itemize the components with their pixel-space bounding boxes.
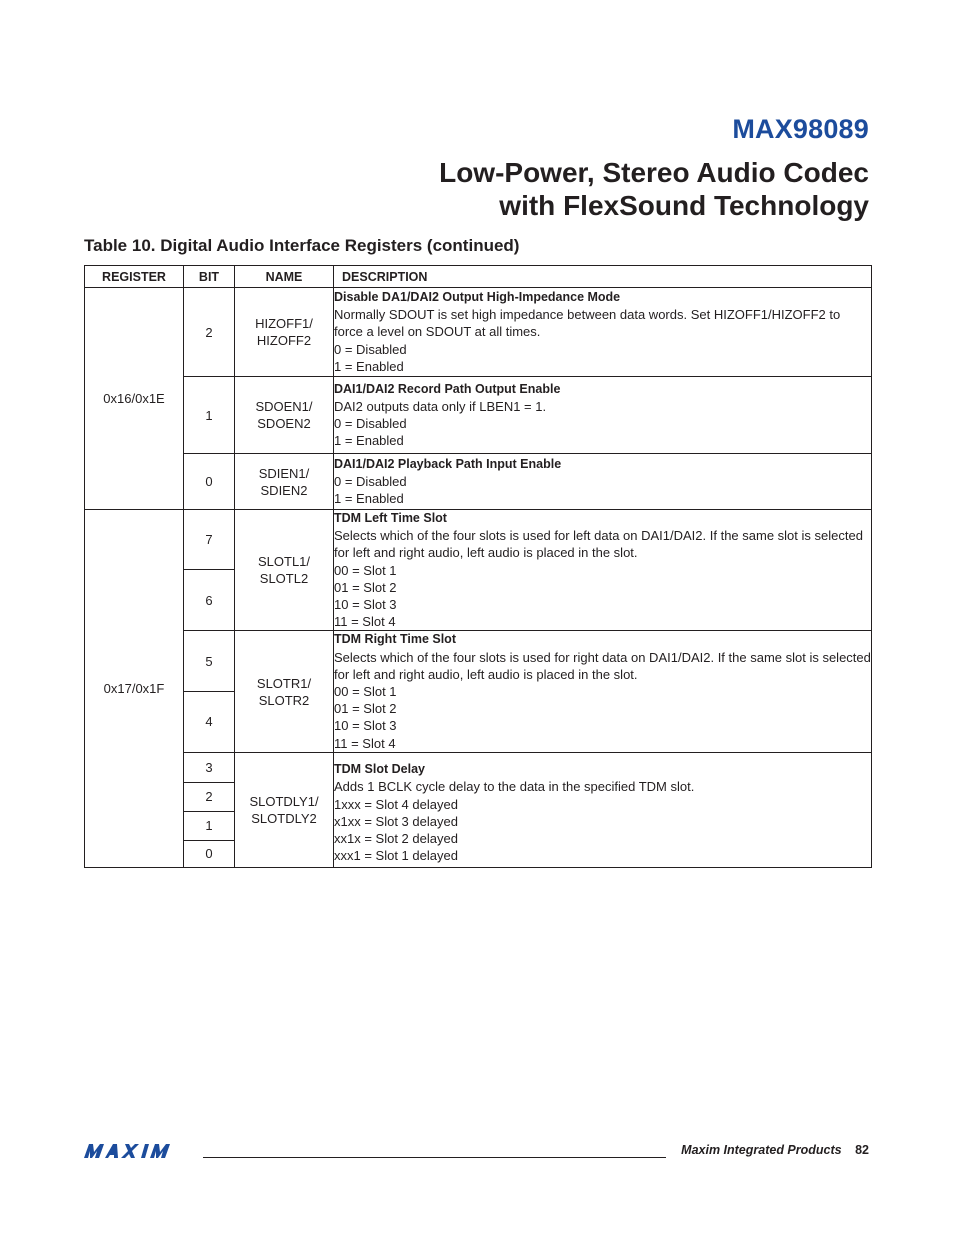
table-caption: Table 10. Digital Audio Interface Registers (continued)	[84, 236, 520, 255]
description-title: Disable DA1/DAI2 Output High-Impedance Mode	[334, 289, 621, 304]
name-cell: SLOTDLY1/ SLOTDLY2	[235, 752, 334, 867]
column-header-register: REGISTER	[85, 266, 184, 288]
name-cell: SLOTL1/ SLOTL2	[235, 510, 334, 631]
page-number: 82	[855, 1143, 869, 1157]
description-cell: DAI1/DAI2 Record Path Output Enable DAI2 outputs data only if LBEN1 = 1. 0 = Disabled 1 = Enabled	[334, 377, 872, 454]
header-row	[85, 266, 872, 288]
name-cell: SDIEN1/ SDIEN2	[235, 454, 334, 510]
maxim-logo	[84, 1143, 194, 1164]
description-title: DAI1/DAI2 Record Path Output Enable	[334, 381, 561, 396]
register-cell: 0x17/0x1F	[85, 510, 184, 868]
bit-cell: 3	[184, 752, 235, 782]
bit-cell: 2	[184, 288, 235, 377]
description-title: TDM Slot Delay	[334, 762, 425, 777]
title-line-1: Low-Power, Stereo Audio Codec	[439, 157, 869, 188]
company-name: Maxim Integrated Products	[681, 1143, 842, 1157]
description-cell: DAI1/DAI2 Playback Path Input Enable 0 = Disabled 1 = Enabled	[334, 454, 872, 510]
register-table	[84, 265, 872, 868]
table-row	[85, 377, 872, 454]
bit-cell: 1	[184, 811, 235, 840]
description-title: TDM Right Time Slot	[334, 632, 456, 647]
bit-cell: 4	[184, 692, 235, 753]
description-cell: TDM Right Time Slot Selects which of the four slots is used for right data on DAI1/DAI2. If the same slot is selected for left and right audio, left audio is placed in the slot. 00 = Slot 1 01 = Slot 2 10 = Slot 3 11 = Slot 4	[334, 632, 871, 751]
description-cell: TDM Left Time Slot Selects which of the four slots is used for left data on DAI1/DAI2. If the same slot is selected for left and right audio, left audio is placed in the slot. 00 = Slot 1 01 = Slot 2 10 = Slot 3 11 = Slot 4	[334, 510, 872, 631]
name-cell: HIZOFF1/ HIZOFF2	[235, 288, 334, 377]
description-title: TDM Left Time Slot	[334, 511, 447, 525]
column-header-name: NAME	[235, 266, 334, 288]
footer-rule	[203, 1157, 666, 1158]
title-line-2: with FlexSound Technology	[499, 190, 869, 221]
table-row	[85, 631, 872, 692]
table-row	[85, 454, 872, 510]
table-row	[85, 510, 872, 570]
column-header-description: DESCRIPTION	[334, 266, 872, 288]
description-title: DAI1/DAI2 Playback Path Input Enable	[334, 456, 562, 471]
maxim-logo-icon	[84, 1143, 194, 1159]
table-row	[85, 752, 872, 782]
document-title	[439, 156, 869, 222]
bit-cell: 1	[184, 377, 235, 454]
bit-cell: 5	[184, 631, 235, 692]
footer-text	[681, 1143, 869, 1157]
part-number: MAX98089	[732, 114, 869, 144]
column-header-bit: BIT	[184, 266, 235, 288]
bit-cell: 0	[184, 454, 235, 510]
bit-cell: 0	[184, 840, 235, 867]
bit-cell: 7	[184, 510, 235, 570]
name-cell: SDOEN1/ SDOEN2	[235, 377, 334, 454]
name-cell: SLOTR1/ SLOTR2	[235, 631, 334, 752]
bit-cell: 2	[184, 782, 235, 811]
description-cell: TDM Slot Delay Adds 1 BCLK cycle delay to the data in the specified TDM slot. 1xxx = Slot 4 delayed x1xx = Slot 3 delayed xx1x = Slot 2 delayed xxx1 = Slot 1 delayed	[334, 752, 872, 867]
register-cell: 0x16/0x1E	[85, 288, 184, 510]
bit-cell: 6	[184, 570, 235, 631]
description-cell: Disable DA1/DAI2 Output High-Impedance Mode Normally SDOUT is set high impedance between data words. Set HIZOFF1/HIZOFF2 to force a level on SDOUT at all times. 0 = Disabled 1 = Enabled	[334, 288, 872, 377]
table-row	[85, 288, 872, 377]
